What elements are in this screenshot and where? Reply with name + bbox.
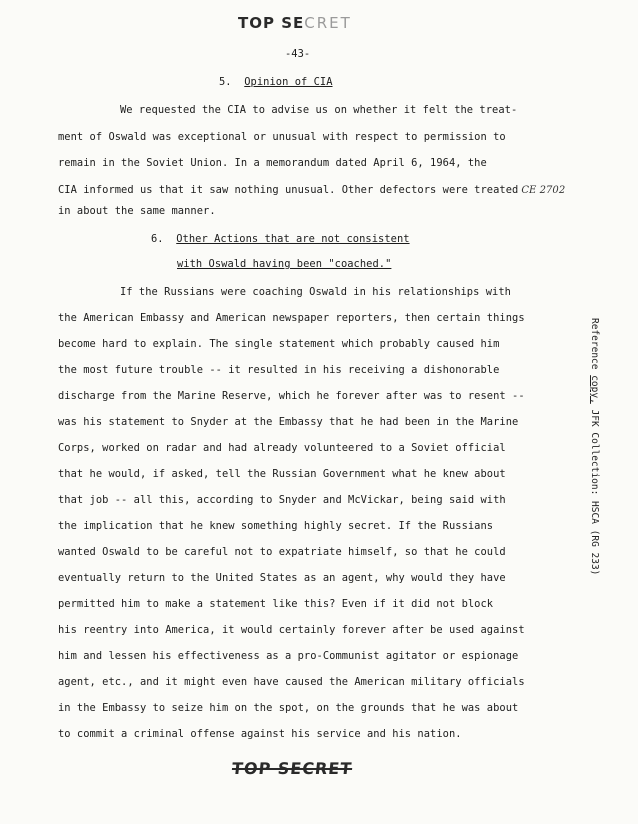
paragraph-line: that he would, if asked, tell the Russian Government what he knew about (58, 468, 506, 480)
paragraph-line (58, 184, 565, 197)
paragraph-line: remain in the Soviet Union. In a memorandum dated April 6, 1964, the (58, 157, 487, 169)
handwritten-margin-note: CE 2702 (521, 185, 566, 196)
top-secret-stamp-footer: TOP SECRET (231, 759, 354, 778)
section-5-title: Opinion of CIA (244, 76, 333, 88)
section-5-number: 5. (219, 76, 232, 88)
paragraph-line: him and lessen his effectiveness as a pro-Communist agitator or espionage (58, 650, 519, 662)
paragraph-line: was his statement to Snyder at the Embassy that he had been in the Marine (58, 416, 519, 428)
paragraph-line: agent, etc., and it might even have caused the American military officials (58, 676, 525, 688)
paragraph-line: the American Embassy and American newspaper reporters, then certain things (58, 312, 525, 324)
paragraph-line: permitted him to make a statement like this? Even if it did not block (58, 598, 494, 610)
paragraph-line: his reentry into America, it would certainly forever after be used against (58, 624, 525, 636)
page-number: -43- (285, 48, 311, 60)
paragraph-line: the most future trouble -- it resulted in his receiving a dishonorable (58, 364, 500, 376)
paragraph-line: wanted Oswald to be careful not to expatriate himself, so that he could (58, 546, 506, 558)
paragraph-line: the implication that he knew something highly secret. If the Russians (58, 520, 494, 532)
paragraph-line: eventually return to the United States as an agent, why would they have (58, 572, 506, 584)
top-secret-stamp-header (238, 14, 352, 32)
paragraph-line: We requested the CIA to advise us on whether it felt the treat- (120, 104, 518, 116)
section-5-heading (219, 76, 333, 89)
stamp-text: TOP SE (238, 14, 305, 32)
section-6-number: 6. (151, 233, 164, 245)
side-note-suffix: JFK Collection: HSCA (RG 233) (589, 403, 600, 576)
paragraph-line: ment of Oswald was exceptional or unusual with respect to permission to (58, 131, 506, 143)
paragraph-line: to commit a criminal offense against his service and his nation. (58, 728, 462, 740)
paragraph-line: If the Russians were coaching Oswald in his relationships with (120, 286, 511, 298)
stamp-text-faded: CRET (304, 14, 352, 32)
side-note-prefix: Reference (589, 318, 600, 376)
paragraph-line: that job -- all this, according to Snyder and McVickar, being said with (58, 494, 506, 506)
paragraph-text: CIA informed us that it saw nothing unusual. Other defectors were treated (58, 184, 519, 196)
paragraph-line: become hard to explain. The single statement which probably caused him (58, 338, 500, 350)
reference-copy-side-note (589, 318, 600, 575)
paragraph-line: discharge from the Marine Reserve, which he forever after was to resent -- (58, 390, 525, 402)
section-6-title-line-1: Other Actions that are not consistent (176, 233, 410, 245)
side-note-underlined: copy, (589, 375, 600, 404)
paragraph-line: in the Embassy to seize him on the spot, on the grounds that he was about (58, 702, 519, 714)
paragraph-line: Corps, worked on radar and had already volunteered to a Soviet official (58, 442, 506, 454)
paragraph-line: in about the same manner. (58, 205, 216, 217)
section-6-heading (151, 233, 410, 246)
section-6-title-line-2: with Oswald having been "coached." (177, 258, 392, 270)
